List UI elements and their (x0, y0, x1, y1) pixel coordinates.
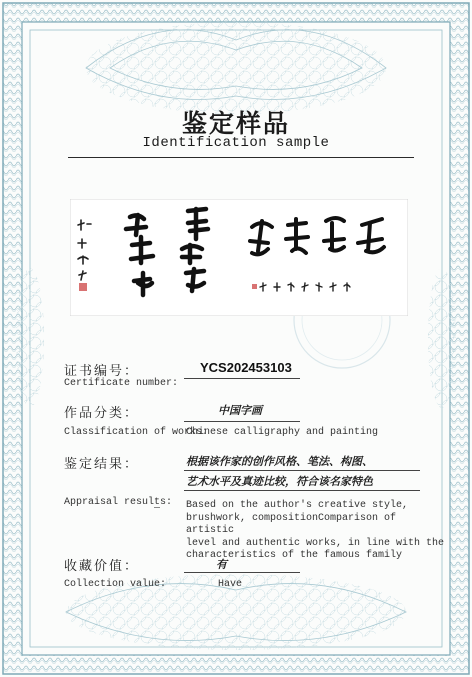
classification-value-cn: 中国字画 (218, 404, 262, 417)
classification-label-en: Classification of works: (64, 427, 209, 438)
collection-value-label-cn: 收藏价值： (64, 559, 140, 574)
appraisal-en-line-2: brushwork, compositionComparison of artistic (186, 512, 397, 536)
artwork-image (70, 199, 408, 316)
appraisal-underline-1 (184, 470, 420, 471)
title-divider (68, 157, 414, 158)
appraisal-label-en: Appraisal results: (64, 497, 173, 508)
appraisal-label-cn: 鉴定结果： (64, 457, 140, 472)
certificate-number-underline (184, 378, 300, 379)
appraisal-underline-2 (184, 490, 420, 491)
appraisal-en-line-1: Based on the author's creative style, (186, 500, 409, 511)
appraisal-value-cn-line-2: 艺术水平及真迹比较，符合该名家特色 (186, 475, 373, 488)
classification-underline (184, 421, 300, 422)
certificate-number-label-en: Certificate number: (64, 378, 179, 389)
collection-value-cn: 有 (216, 558, 227, 571)
certificate-number-value: YCS202453103 (200, 360, 292, 375)
top-rosette (86, 22, 386, 114)
collection-value-en: Have (218, 579, 243, 590)
appraisal-dash (154, 507, 160, 508)
title-english: Identification sample (142, 135, 330, 151)
appraisal-value-en (186, 500, 446, 563)
certificate-number-label-cn: 证书编号： (64, 364, 140, 379)
title-chinese: 鉴定样品 (181, 109, 290, 138)
appraisal-en-line-4: characteristics of the famous family (186, 550, 403, 561)
collection-value-underline (184, 572, 300, 573)
classification-label-cn: 作品分类： (64, 406, 140, 421)
appraisal-en-line-3: level and authentic works, in line with the (186, 537, 445, 549)
appraisal-value-cn-line-1: 根据该作家的创作风格、笔法、构图、 (186, 455, 373, 468)
collection-value-label-en: Collection value: (64, 579, 167, 590)
classification-value-en: Chinese calligraphy and painting (186, 427, 379, 438)
